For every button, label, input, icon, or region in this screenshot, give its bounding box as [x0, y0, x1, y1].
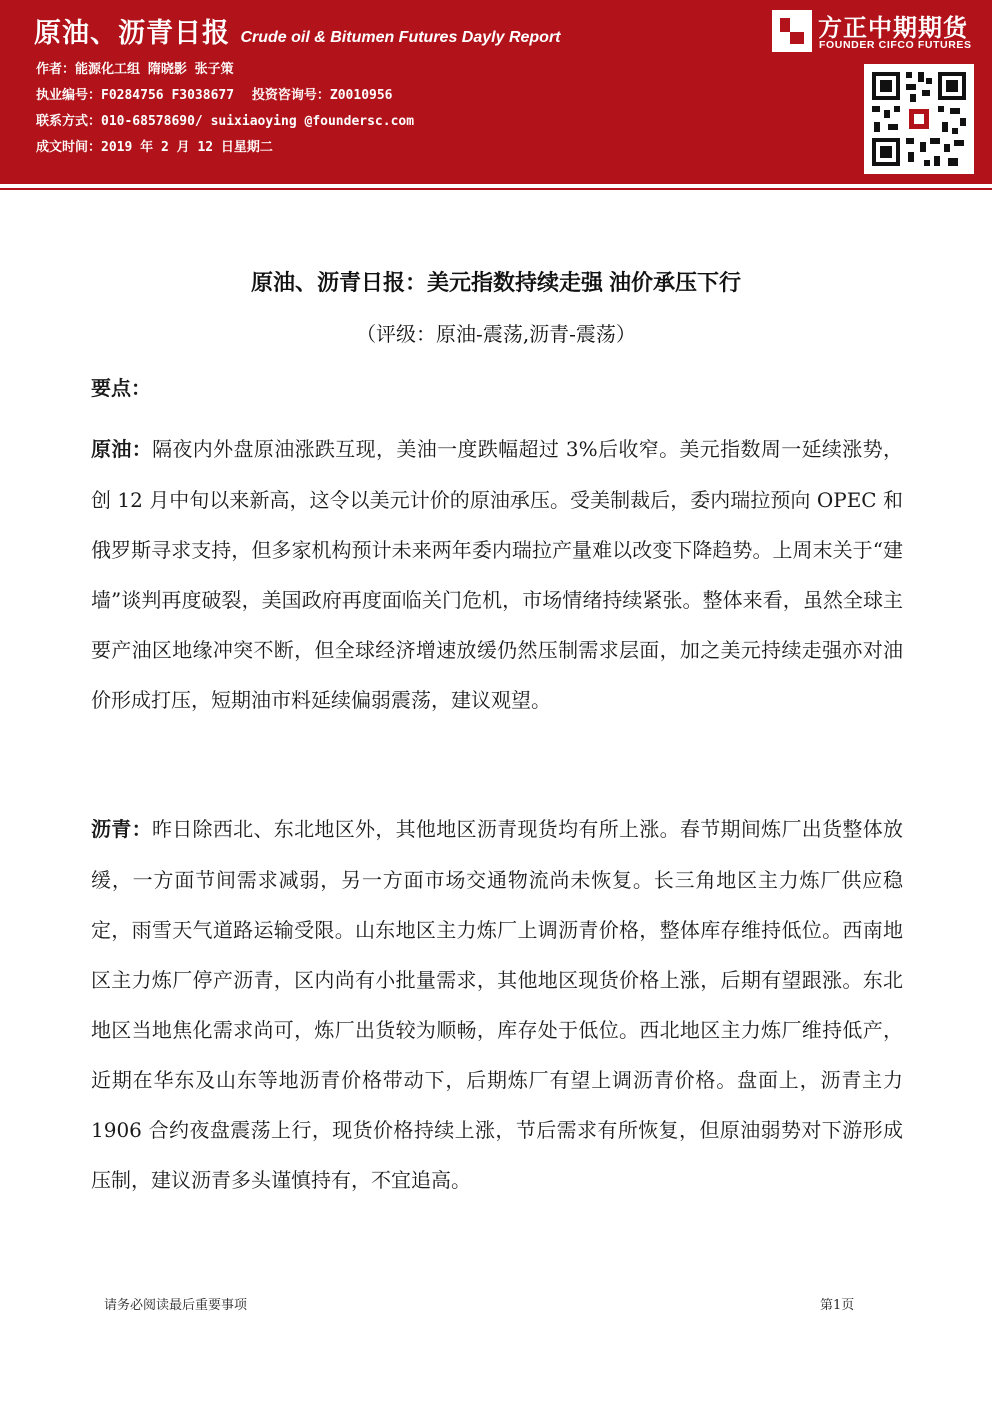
document-rating: （评级：原油-震荡,沥青-震荡）: [356, 322, 636, 346]
header-title-en: Crude oil & Bitumen Futures Dayly Report: [240, 29, 561, 46]
bitumen-text: 昨日除西北、东北地区外，其他地区沥青现货均有所上涨。春节期间炼厂出货整体放缓，一方面节间需求减弱，另一方面市场交通物流尚未恢复。长三角地区主力炼厂供应稳定，雨雪天气道路运输受限。山东地区主力炼厂上调沥青价格，整体库存维持低位。西南地区主力炼厂停产沥青，区内尚有小批量需求，其他地区现货价格上涨，后期有望跟涨。东北地区当地焦化需求尚可，炼厂出货较为顺畅，库存处于低位。西北地区主力炼厂维持低产，近期在华东及山东等地沥青价格带动下，后期炼厂有望上调沥青价格。盘面上，沥青主力 1906 合约夜盘震荡上行，现货价格持续上涨，节后需求有所恢复，但原油弱势对下游形成压制，建议沥青多头谨慎持有，不宜追高。: [91, 817, 904, 1192]
logo-subtitle: FOUNDER CIFCO FUTURES: [819, 39, 972, 51]
qr-code-icon: [864, 64, 974, 174]
company-logo: [772, 8, 982, 54]
crude-oil-label: 原油：: [91, 439, 153, 461]
footer-disclaimer-note: 请务必阅读最后重要事项: [104, 1298, 248, 1313]
author-line: 作者：能源化工组 隋晓影 张子策: [36, 62, 234, 77]
report-header: [0, 0, 992, 181]
license-line: [36, 84, 403, 103]
contact-line: 联系方式：010-68578690/ suixiaoying @foundersc.com: [36, 114, 415, 129]
crude-oil-text: 隔夜内外盘原油涨跌互现，美油一度跌幅超过 3%后收窄。美元指数周一延续涨势，创 12 月中旬以来新高，这令以美元计价的原油承压。受美制裁后，委内瑞拉预向 OPEC 和俄罗斯寻求支持，但多家机构预计未来两年委内瑞拉产量难以改变下降趋势。上周末关于“建墙”谈判再度破裂，美国政府再度面临关门危机，市场情绪持续紧张。整体来看，虽然全球主要产油区地缘冲突不断，但全球经济增速放缓仍然压制需求层面，加之美元持续走强亦对油价形成打压，短期油市料延续偏弱震荡，建议观望。: [91, 437, 904, 712]
page-number: 第1页: [820, 1298, 855, 1313]
document-title: 原油、沥青日报：美元指数持续走强 油价承压下行: [250, 270, 742, 295]
consult-number: 投资咨询号：Z0010956: [251, 88, 393, 103]
bitumen-paragraph: [91, 804, 903, 1205]
bitumen-label: 沥青：: [91, 819, 152, 841]
header-divider: [0, 181, 992, 194]
date-line: 成文时间：2019 年 2 月 12 日星期二: [36, 140, 273, 155]
header-title-cn: 原油、沥青日报: [34, 18, 230, 48]
founder-logo-icon: [772, 10, 812, 52]
keypoints-heading: 要点：: [91, 378, 151, 400]
crude-oil-paragraph: [91, 424, 903, 725]
license-numbers: 执业编号：F0284756 F3038677: [36, 88, 235, 103]
logo-name: 方正中期期货: [818, 15, 968, 42]
header-title: [34, 11, 561, 50]
